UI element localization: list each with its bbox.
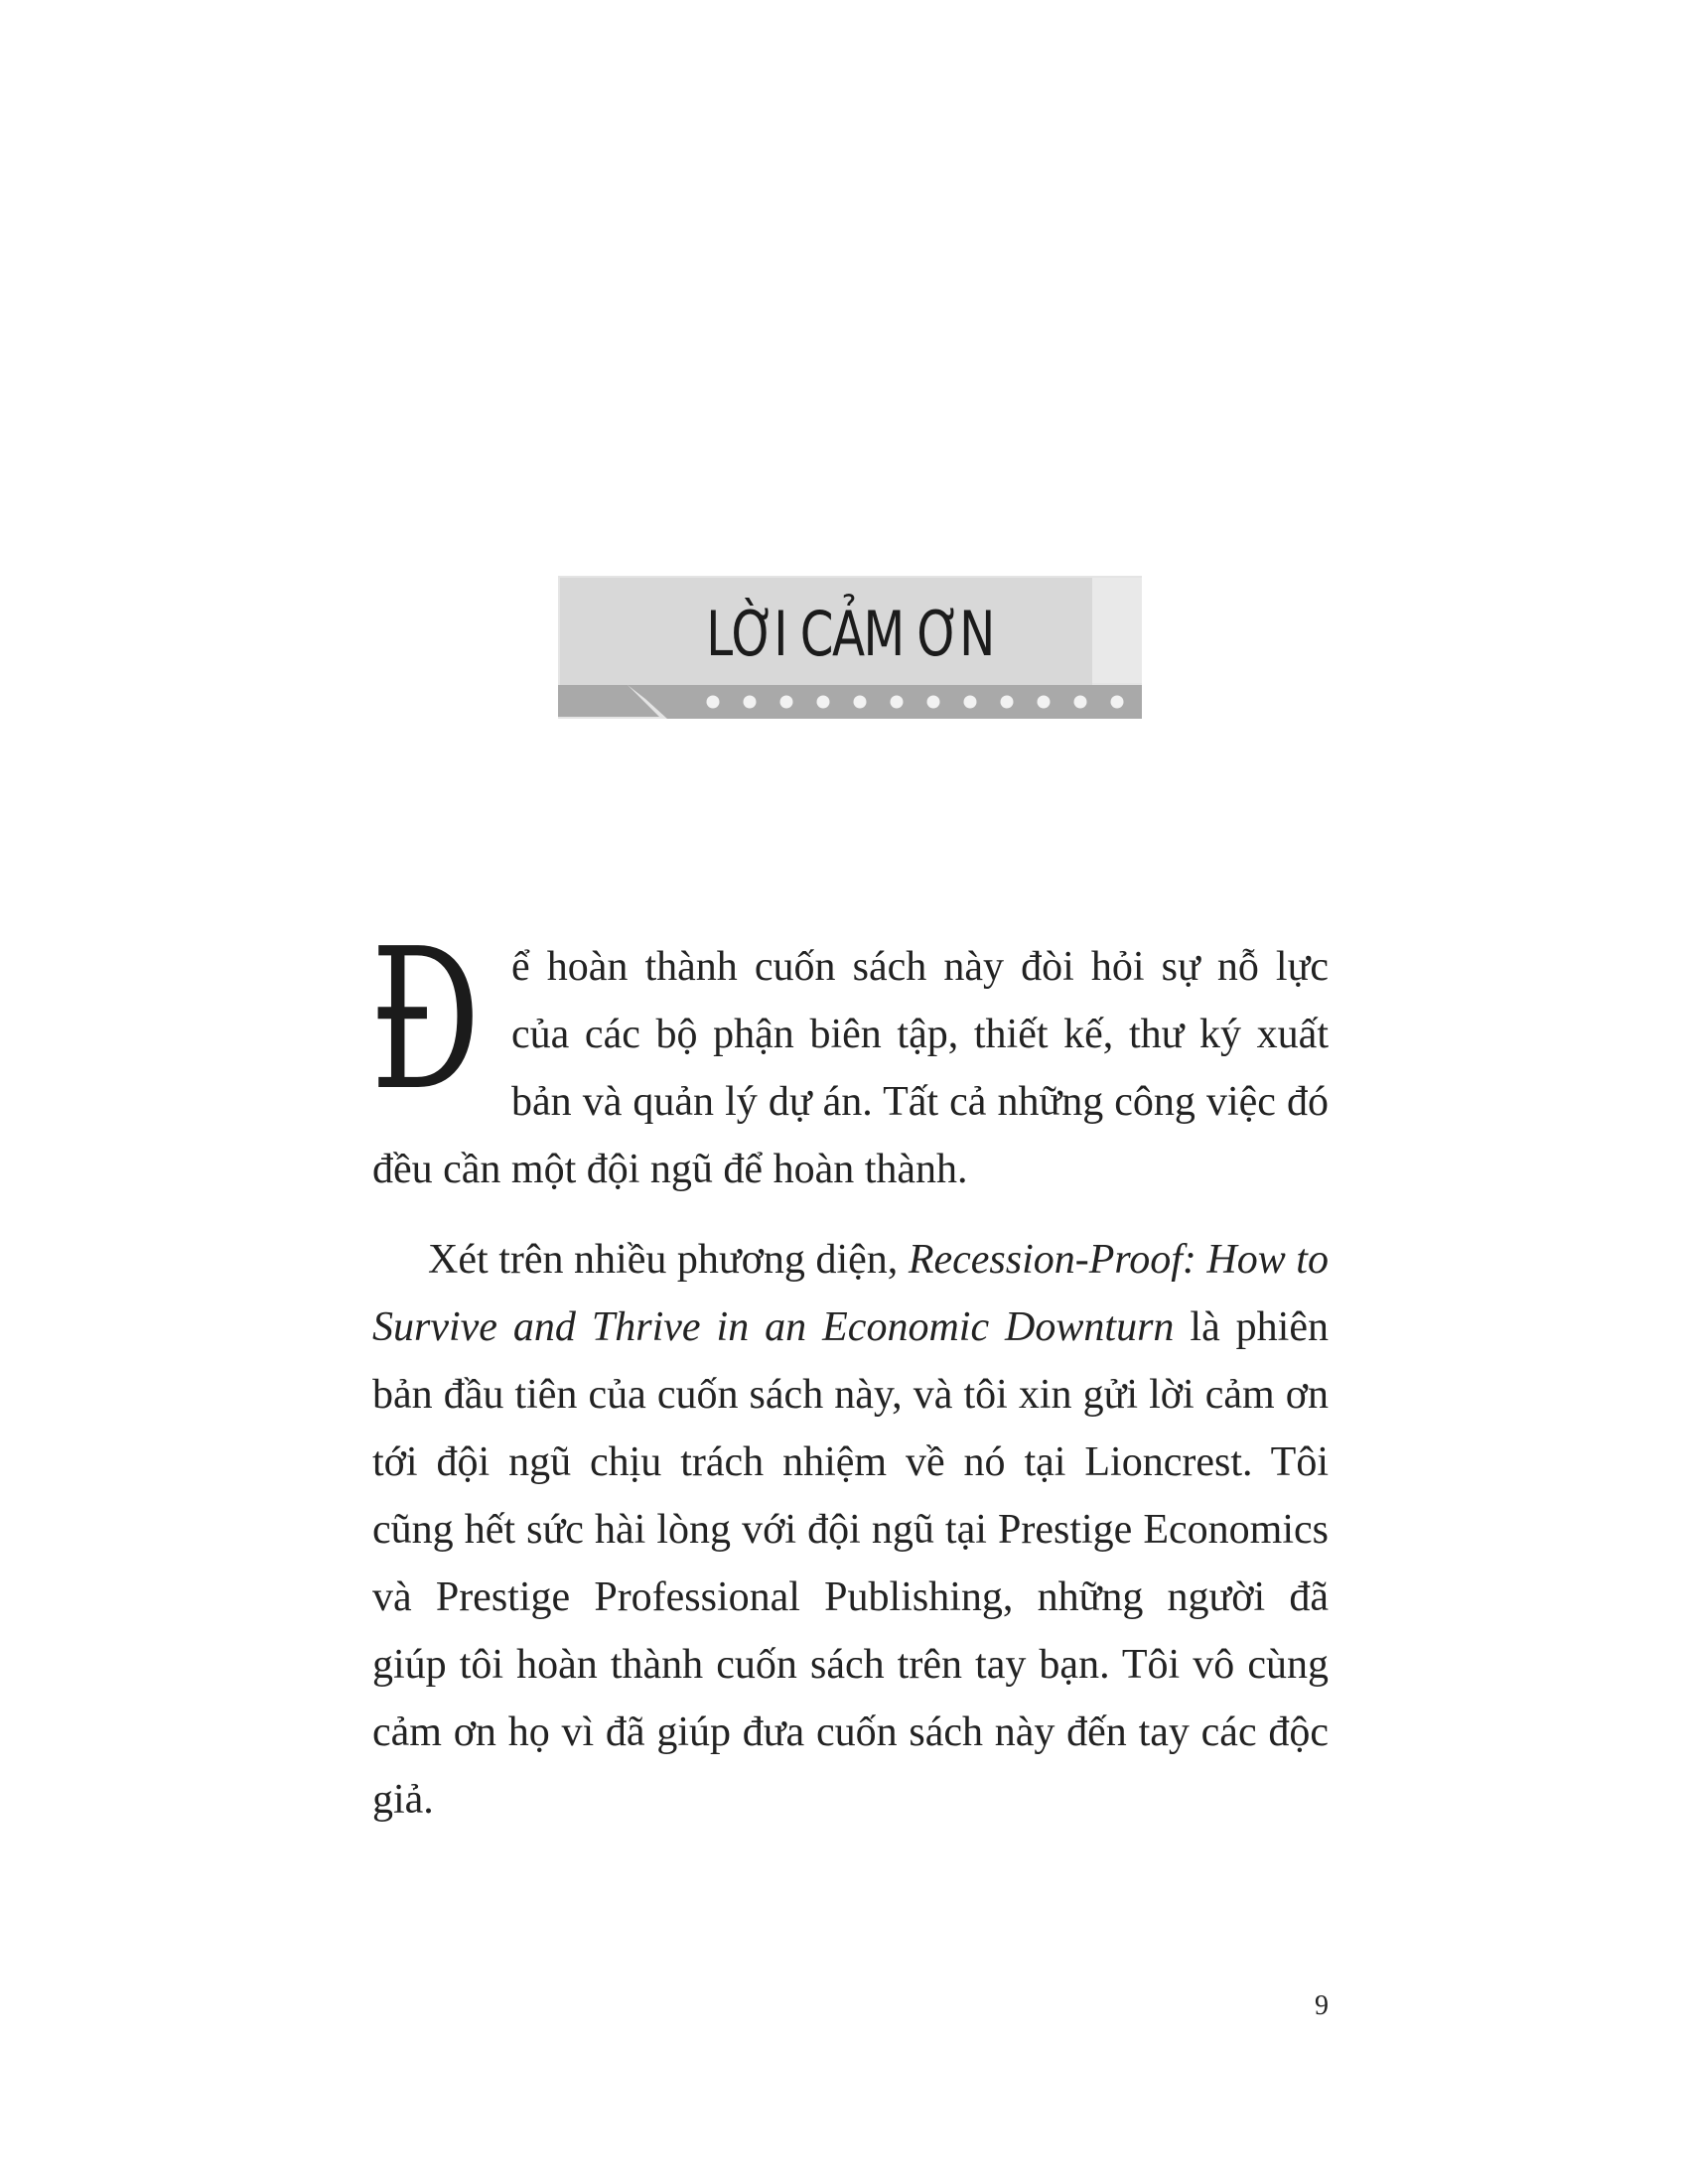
- banner-dot: [817, 696, 830, 709]
- banner-dot: [1111, 696, 1124, 709]
- paragraph-1: [370, 907, 1329, 1203]
- banner-dot: [707, 696, 720, 709]
- banner-dot: [854, 696, 867, 709]
- chapter-heading-banner: [558, 576, 1142, 719]
- book-title: Recession-Proof: How to Survive and Thrive in an Economic Downturn: [372, 1237, 1329, 1350]
- banner-dot: [891, 696, 904, 709]
- banner-dot: [927, 696, 940, 709]
- banner-dot: [780, 696, 793, 709]
- banner-dot: [1001, 696, 1014, 709]
- banner-dot: [964, 696, 977, 709]
- drop-cap: Đ: [370, 907, 481, 1134]
- banner-corner: [1092, 578, 1142, 683]
- paragraph-1-text: ể hoàn thành cuốn sách này đòi hỏi sự nỗ lực của các bộ phận biên tập, thiết kế, thư ký xuất bản và quản lý dự án. Tất cả những công việc đó đều cần một đội ngũ để hoàn thành.: [372, 944, 1329, 1192]
- paragraph-2: [372, 1226, 1329, 1834]
- paragraph-2-lead: Xét trên nhiều phương diện,: [428, 1237, 909, 1283]
- page-number: 9: [1315, 1990, 1329, 2021]
- paragraph-2-rest: là phiên bản đầu tiên của cuốn sách này, và tôi xin gửi lời cảm ơn tới đội ngũ chịu trách nhiệm về nó tại Lioncrest. Tôi cũng hết sức hài lòng với đội ngũ tại Prestige Economics và Prestige Professional Publishing, những người đã giúp tôi hoàn thành cuốn sách trên tay bạn. Tôi vô cùng cảm ơn họ vì đã giúp đưa cuốn sách này đến tay các độc giả.: [372, 1304, 1329, 1823]
- banner-dot: [744, 696, 757, 709]
- chapter-title: LỜI CẢM ƠN: [706, 598, 994, 670]
- body-text: [370, 907, 1329, 1834]
- banner-dot: [1038, 696, 1051, 709]
- banner-dot: [1074, 696, 1087, 709]
